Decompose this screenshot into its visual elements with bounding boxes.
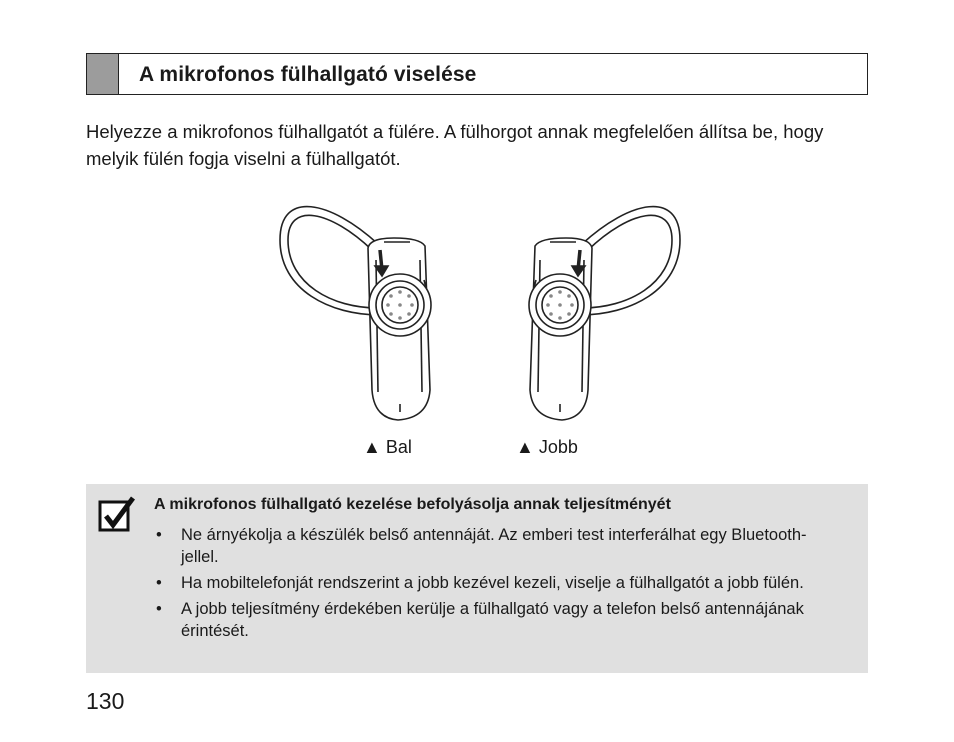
list-item — [154, 572, 844, 594]
list-item-text: A jobb teljesítmény érdekében kerülje a fülhallgató vagy a telefon belső antennájának érintését. — [181, 600, 804, 640]
bullet: • — [156, 600, 162, 618]
list-item-text: Ne árnyékolja a készülék belső antennáját. Az emberi test interferálhat egy Bluetooth-jellel. — [181, 526, 807, 566]
left-headset-figure — [280, 207, 431, 420]
section-title: A mikrofonos fülhallgató viselése — [139, 63, 477, 86]
bullet: • — [156, 574, 162, 592]
note-list — [154, 524, 844, 646]
intro-paragraph: Helyezze a mikrofonos fülhallgatót a fülére. A fülhorgot annak megfelelően állítsa be, hogy melyik fülén fogja viselni a fülhallgatót. — [86, 121, 824, 169]
list-item-text: Ha mobiltelefonját rendszerint a jobb kezével kezeli, viselje a fülhallgatót a jobb fülén. — [181, 574, 804, 592]
headset-illustration — [270, 180, 690, 430]
list-item — [154, 524, 844, 568]
note-heading: A mikrofonos fülhallgató kezelése befolyásolja annak teljesítményét — [154, 496, 671, 513]
caption-right: ▲ Jobb — [516, 437, 578, 457]
list-item — [154, 598, 844, 642]
caption-left: ▲ Bal — [363, 437, 412, 457]
note-box — [86, 484, 868, 673]
header-accent-block — [87, 54, 119, 94]
page-number: 130 — [86, 688, 125, 714]
right-headset-figure — [529, 207, 680, 420]
section-header — [86, 53, 868, 95]
bullet: • — [156, 526, 162, 544]
checkbox-check-icon — [98, 496, 136, 532]
